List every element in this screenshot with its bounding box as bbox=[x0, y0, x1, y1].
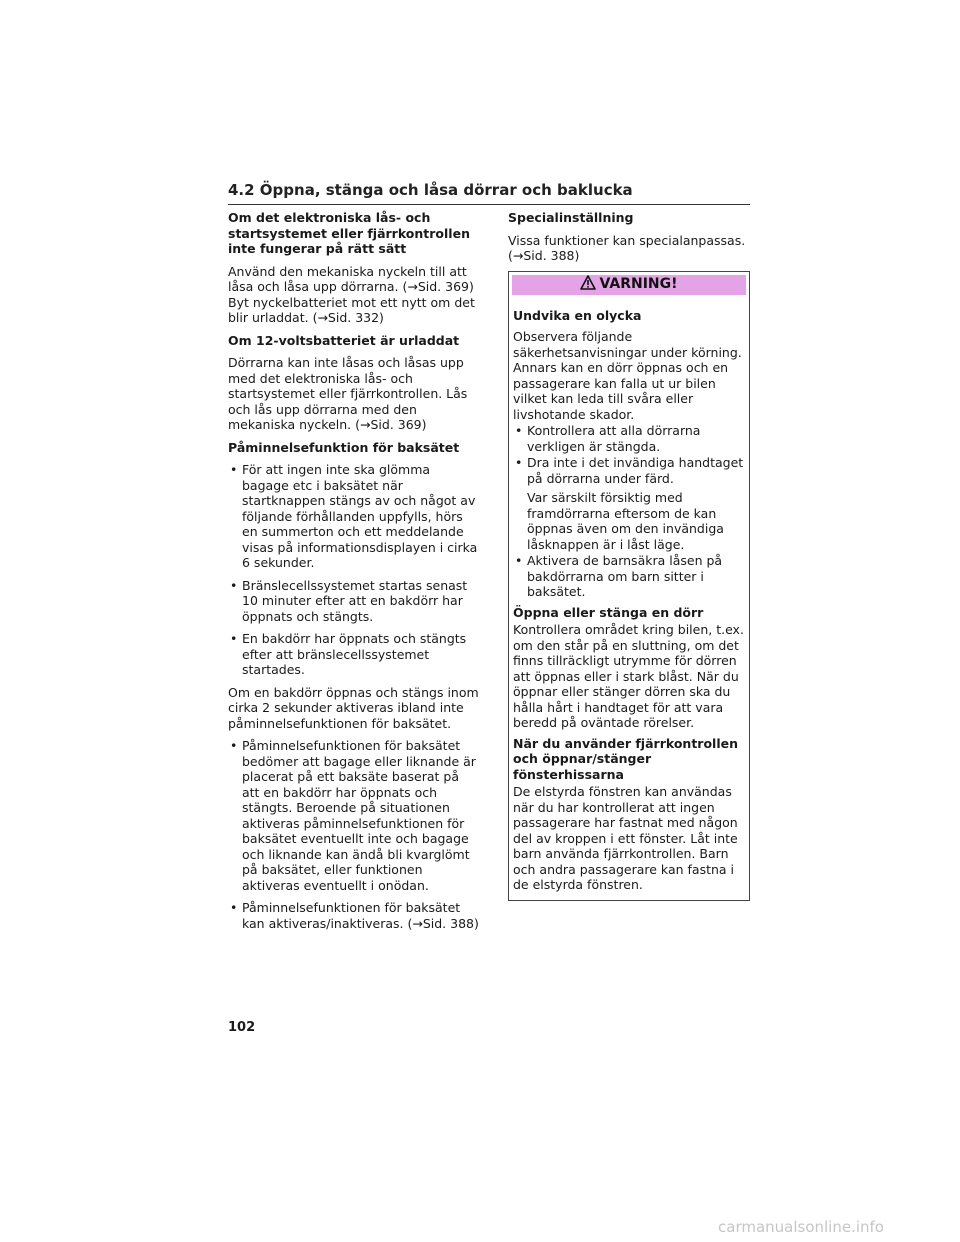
heading-customization: Specialinställning bbox=[508, 210, 634, 225]
bullet-dot: • bbox=[230, 631, 238, 646]
warning-triangle-icon bbox=[580, 275, 596, 295]
bullet-dot: • bbox=[230, 462, 238, 477]
list-item-subtext: Var särskilt försiktig med framdörrarna eftersom de kan öppnas även om den invändiga låsknappen är i låst läge. bbox=[527, 490, 724, 552]
section-header: 4.2 Öppna, stänga och låsa dörrar och baklucka bbox=[228, 181, 750, 205]
bullet-dot: • bbox=[230, 738, 238, 753]
bullet-dot: • bbox=[230, 900, 238, 915]
watermark: carmanualsonline.info bbox=[718, 1218, 884, 1236]
list-item: • Aktivera de barnsäkra låsen på bakdörrarna om barn sitter i baksätet. bbox=[515, 553, 723, 599]
warning-header bbox=[512, 275, 746, 295]
warning-body bbox=[509, 298, 749, 893]
heading-rear-seat-reminder: Påminnelsefunktion för baksätet bbox=[228, 439, 460, 455]
paragraph-mechanical-key: Använd den mekaniska nyckeln till att låsa och låsa upp dörrarna. (→Sid. 369) Byt nyckelbatteriet mot ett nytt om det blir urladdat. (→Sid. 332) bbox=[228, 263, 475, 325]
page-number: 102 bbox=[228, 1020, 256, 1035]
bullet-dot: • bbox=[515, 553, 523, 568]
list-item: • För att ingen inte ska glömma bagage etc i baksätet när startknappen stängs av och något av följande förhållanden uppfylls, hörs en summerton och ett meddelande visas på informationsdisplayen i cirka 6 sekunder. bbox=[230, 462, 478, 570]
warning-heading-windows: När du använder fjärrkontrollen och öppnar/stänger fönsterhissarna bbox=[513, 735, 738, 782]
list-item: • En bakdörr har öppnats och stängts efter att bränslecellssystemet startades. bbox=[230, 631, 467, 677]
list-item: • Bränslecellssystemet startas senast 10 minuter efter att en bakdörr har öppnats och stängts. bbox=[230, 577, 468, 624]
paragraph-reminder-note: Om en bakdörr öppnas och stängs inom cirka 2 sekunder aktiveras ibland inte påminnelsefunktionen för baksätet. bbox=[228, 684, 479, 731]
left-column bbox=[228, 210, 480, 938]
list-item: • Dra inte i det invändiga handtaget på dörrarna under färd. bbox=[515, 455, 744, 486]
warning-heading-door: Öppna eller stänga en dörr bbox=[513, 604, 704, 620]
bullet-dot: • bbox=[230, 577, 238, 593]
heading-smart-key-failure: Om det elektroniska lås- och startsystemet eller fjärrkontrollen inte fungerar på rätt sätt bbox=[228, 210, 470, 256]
list-item: • Kontrollera att alla dörrarna verkligen är stängda. bbox=[515, 423, 701, 454]
heading-12v-battery: Om 12-voltsbatteriet är urladdat bbox=[228, 332, 460, 348]
paragraph-customization: Vissa funktioner kan specialanpassas. (→Sid. 388) bbox=[508, 232, 746, 263]
warning-paragraph-door: Kontrollera området kring bilen, t.ex. om den står på en sluttning, om det finns tillräckligt utrymme för dörren att öppnas eller i stark blåst. När du öppnar eller stänger dörren ska du hålla hårt i handtaget för att vara beredd på oväntade rörelser. bbox=[513, 622, 744, 730]
bullet-dot: • bbox=[515, 455, 523, 470]
warning-paragraph-windows: De elstyrda fönstren kan användas när du har kontrollerat att ingen passagerare har fastnat med någon del av kroppen i ett fönster. Låt inte barn använda fjärrkontrollen. Barn och andra passagerare kan fastna i de elstyrda fönstren. bbox=[513, 784, 738, 892]
warning-label: VARNING! bbox=[599, 275, 678, 292]
bullet-dot: • bbox=[515, 423, 523, 438]
right-column bbox=[508, 210, 750, 901]
warning-paragraph-safety: Observera följande säkerhetsanvisningar under körning. Annars kan en dörr öppnas och en passagerare kan falla ut ur bilen vilket kan leda till svåra eller livshotande skador. bbox=[513, 329, 742, 422]
warning-heading-accident: Undvika en olycka bbox=[513, 307, 642, 323]
warning-box bbox=[508, 271, 750, 901]
list-item: • Påminnelsefunktionen för baksätet bedömer att bagage eller liknande är placerat på ett baksäte baserat på att en bakdörr har öppnats och stängts. Beroende på situationen aktiveras påminnelsefunktionen för baksätet eventuellt inte och bagage och liknande kan ändå bli kvarglömt på baksätet, eller funktionen aktiveras eventuellt i onödan. bbox=[230, 738, 476, 893]
paragraph-12v-battery: Dörrarna kan inte låsas och låsas upp med det elektroniska lås- och startsystemet eller fjärrkontrollen. Lås och lås upp dörrarna med den mekaniska nyckeln. (→Sid. 369) bbox=[228, 355, 468, 432]
list-item: • Påminnelsefunktionen för baksätet kan aktiveras/inaktiveras. (→Sid. 388) bbox=[230, 900, 479, 931]
